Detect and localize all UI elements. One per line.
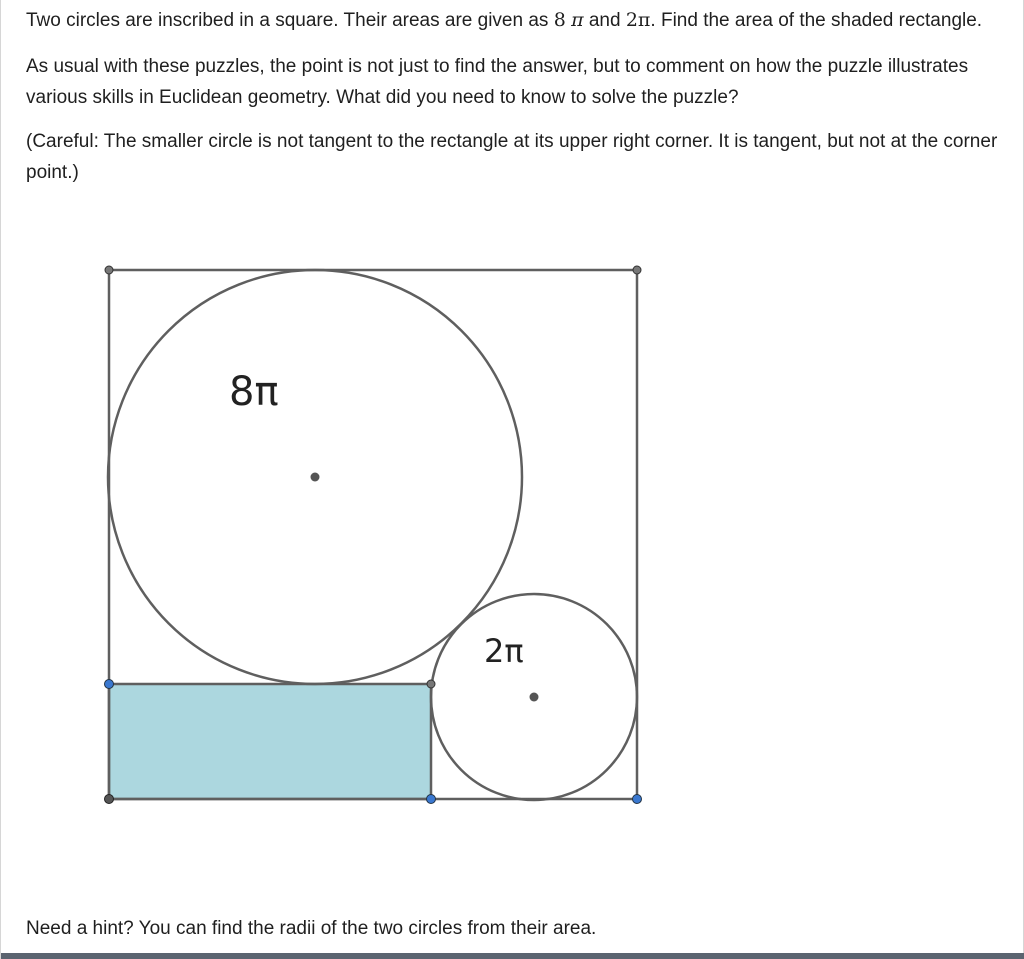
- square-bottom-left-point: [105, 795, 114, 804]
- bottom-scroll-bar: [1, 953, 1024, 959]
- square-top-left-point: [105, 266, 113, 274]
- puzzle-commentary: As usual with these puzzles, the point is not just to find the answer, but to comment on how the puzzle illustrates various skills in Euclidean geometry. What did you need to know to solve the puzzle?: [26, 56, 969, 108]
- statement-text-mid: and: [583, 10, 626, 31]
- statement-text-start: Two circles are inscribed in a square. Their areas are given as: [26, 10, 554, 31]
- careful-note: (Careful: The smaller circle is not tangent to the rectangle at its upper right corner. It is tangent, but not at the corner point.): [26, 131, 998, 183]
- pi-symbol: π: [571, 9, 584, 31]
- square-bottom-right-point: [633, 795, 642, 804]
- small-circle-area-label: 2π: [484, 632, 524, 670]
- large-area-number: 8: [553, 9, 566, 31]
- geometry-diagram: [1, 0, 1024, 959]
- rect-top-right-point: [427, 680, 435, 688]
- large-circle-area-label: 8π: [229, 369, 279, 415]
- shaded-rectangle: [109, 684, 431, 799]
- rect-bottom-right-point: [427, 795, 436, 804]
- large-circle-center: [311, 473, 320, 482]
- square-top-right-point: [633, 266, 641, 274]
- hint-text: Need a hint? You can find the radii of the two circles from their area.: [26, 918, 597, 939]
- small-circle-center: [530, 693, 539, 702]
- rect-top-left-point: [105, 680, 114, 689]
- statement-text-end: . Find the area of the shaded rectangle.: [650, 10, 983, 31]
- small-area-value: 2π: [625, 9, 651, 31]
